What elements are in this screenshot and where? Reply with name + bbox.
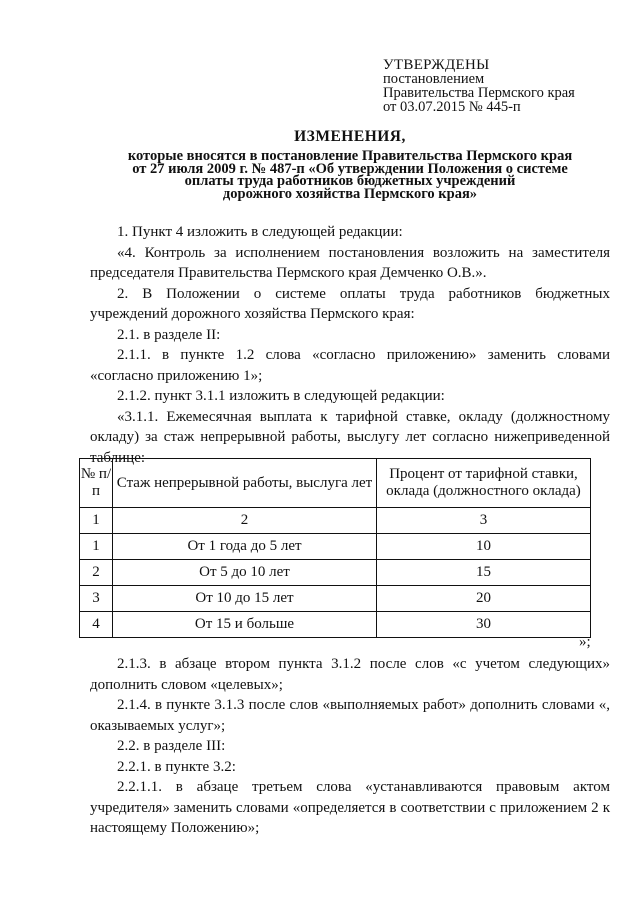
approval-line: Правительства Пермского края bbox=[383, 85, 575, 101]
table-cell: 20 bbox=[377, 586, 591, 612]
table-cell: От 5 до 10 лет bbox=[113, 560, 377, 586]
table-cell: 1 bbox=[80, 534, 113, 560]
table-row bbox=[80, 508, 591, 534]
table-row bbox=[80, 560, 591, 586]
subtitle-line: от 27 июля 2009 г. № 487-п «Об утверждении Положения о системе bbox=[132, 160, 568, 177]
paragraph: 2. В Положении о системе оплаты труда работников бюджетных учреждений дорожного хозяйства Пермского края: bbox=[90, 285, 610, 322]
table-cell: 3 bbox=[80, 586, 113, 612]
column-header: № п/п bbox=[80, 459, 113, 508]
table-cell: От 10 до 15 лет bbox=[113, 586, 377, 612]
paragraph: 2.2.1.1. в абзаце третьем слова «устанавливаются правовым актом учредителя» заменить словами «определяется в соответствии с приложением 2 к настоящему Положению»; bbox=[90, 779, 610, 836]
subtitle-line: оплаты труда работников бюджетных учреждений bbox=[184, 173, 516, 189]
paragraph: 2.2.1. в пункте 3.2: bbox=[117, 758, 236, 775]
paragraph: 2.1.4. в пункте 3.1.3 после слов «выполняемых работ» дополнить словами «, оказываемых услуг»; bbox=[90, 697, 610, 734]
table-row bbox=[80, 612, 591, 638]
closing-quote-mark: »; bbox=[579, 634, 591, 650]
paragraph: 2.2. в разделе III: bbox=[117, 738, 226, 754]
column-header: Стаж непрерывной работы, выслуга лет bbox=[113, 459, 377, 508]
table-cell: От 15 и больше bbox=[113, 612, 377, 638]
table-cell: 4 bbox=[80, 612, 113, 638]
subtitle-line: которые вносятся в постановление Правительства Пермского края bbox=[127, 148, 573, 164]
paragraph: 2.1.3. в абзаце втором пункта 3.1.2 после слов «с учетом следующих» дополнить словом «целевых»; bbox=[90, 656, 610, 693]
seniority-table bbox=[79, 458, 591, 638]
subtitle-line: дорожного хозяйства Пермского края» bbox=[222, 185, 478, 202]
paragraph: «4. Контроль за исполнением постановления возложить на заместителя председателя Правительства Пермского края Демченко О.В.». bbox=[90, 244, 610, 281]
paragraph: 1. Пункт 4 изложить в следующей редакции: bbox=[117, 224, 403, 240]
table-cell: 15 bbox=[377, 560, 591, 586]
paragraph: 2.1. в разделе II: bbox=[117, 326, 221, 343]
table-cell: От 1 года до 5 лет bbox=[113, 534, 377, 560]
table-row bbox=[80, 586, 591, 612]
paragraph: 2.1.1. в пункте 1.2 слова «согласно приложению» заменить словами «согласно приложению 1»; bbox=[90, 347, 610, 384]
table-cell: 10 bbox=[377, 534, 591, 560]
table-cell: 30 bbox=[377, 612, 591, 638]
document-body bbox=[90, 222, 610, 468]
table-row bbox=[80, 534, 591, 560]
approval-title: УТВЕРЖДЕНЫ bbox=[383, 57, 490, 73]
table-cell: 3 bbox=[377, 508, 591, 534]
document-subtitle bbox=[60, 150, 640, 200]
column-header: Процент от тарифной ставки, оклада (должностного оклада) bbox=[377, 459, 591, 508]
table-cell: 1 bbox=[80, 508, 113, 534]
approval-line: постановлением bbox=[383, 71, 485, 87]
table-cell: 2 bbox=[80, 560, 113, 586]
paragraph: «3.1.1. Ежемесячная выплата к тарифной ставке, окладу (должностному окладу) за стаж непрерывной работы, выслугу лет согласно нижеприведенной таблице: bbox=[90, 408, 610, 466]
approval-stamp bbox=[383, 58, 623, 114]
document-title: ИЗМЕНЕНИЯ, bbox=[294, 128, 406, 145]
table-header-row bbox=[80, 459, 591, 508]
approval-line: от 03.07.2015 № 445-п bbox=[383, 99, 521, 115]
document-body-continued bbox=[90, 654, 610, 839]
table-cell: 2 bbox=[113, 508, 377, 534]
paragraph: 2.1.2. пункт 3.1.1 изложить в следующей редакции: bbox=[117, 388, 445, 404]
